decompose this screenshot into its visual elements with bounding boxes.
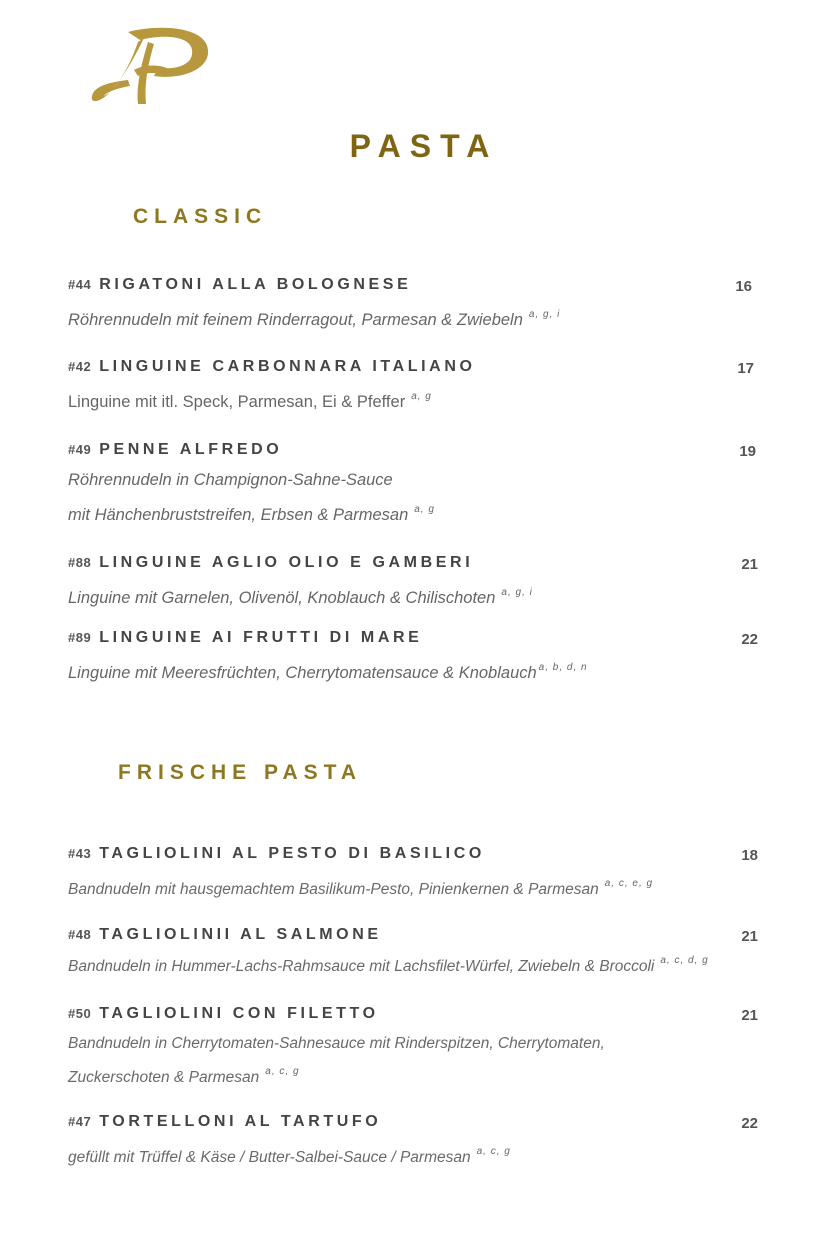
item-name: LINGUINE AI FRUTTI DI MARE — [99, 629, 423, 646]
item-description: Röhrennudeln mit feinem Rinderragout, Parmesan & Zwiebeln $^{a, g, i}$ — [68, 309, 561, 329]
allergen-codes: a, c, g — [476, 1146, 511, 1157]
item-number: #49 — [68, 442, 92, 457]
menu-item — [68, 629, 758, 688]
item-price: 19 — [739, 443, 756, 460]
item-name: TAGLIOLINI CON FILETTO — [99, 1005, 379, 1022]
allergen-codes: a, g — [414, 504, 435, 515]
allergen-codes: a, c, e, g — [604, 878, 654, 889]
item-price: 17 — [737, 360, 754, 377]
item-description: Linguine mit itl. Speck, Parmesan, Ei & Pfeffer $^{a, g}$ — [68, 391, 432, 411]
menu-item — [68, 1005, 758, 1093]
item-description: Bandnudeln in Hummer-Lachs-Rahmsauce mit Lachsfilet-Würfel, Zwiebeln & Broccoli $^{a, c, d, g}$ — [68, 955, 709, 975]
item-description: Linguine mit Meeresfrüchten, Cherrytomatensauce & Knoblauch $^{a, b, d, n}$ — [68, 662, 588, 682]
allergen-codes: a, c, g — [265, 1066, 300, 1077]
allergen-codes: a, g — [411, 391, 432, 402]
item-number: #47 — [68, 1114, 92, 1129]
item-description: Bandnudeln mit hausgemachtem Basilikum-Pesto, Pinienkernen & Parmesan $^{a, c, e, g}$ — [68, 878, 654, 898]
section-title-frische-pasta: FRISCHE PASTA — [118, 761, 363, 784]
restaurant-logo-icon — [88, 24, 212, 108]
item-name: TAGLIOLINI AL PESTO DI BASILICO — [99, 845, 485, 862]
section-title-classic: CLASSIC — [133, 205, 268, 228]
item-number: #42 — [68, 359, 92, 374]
item-name: LINGUINE AGLIO OLIO E GAMBERI — [99, 554, 474, 571]
item-price: 21 — [741, 1007, 758, 1024]
item-number: #48 — [68, 927, 92, 942]
item-name: LINGUINE CARBONNARA ITALIANO — [99, 358, 476, 375]
allergen-codes: a, c, d, g — [660, 955, 709, 966]
item-name: TAGLIOLINII AL SALMONE — [99, 926, 382, 943]
allergen-codes: a, b, d, n — [538, 662, 588, 673]
item-description: Linguine mit Garnelen, Olivenöl, Knoblauch & Chilischoten $^{a, g, i}$ — [68, 587, 533, 607]
item-name: RIGATONI ALLA BOLOGNESE — [99, 276, 412, 293]
item-price: 21 — [741, 556, 758, 573]
item-name: TORTELLONI AL TARTUFO — [99, 1113, 382, 1130]
item-description-line2: Zuckerschoten & Parmesan $^{a, c, g}$ — [68, 1066, 300, 1086]
menu-item — [68, 1113, 758, 1173]
allergen-codes: a, g, i — [528, 309, 561, 320]
item-number: #43 — [68, 846, 92, 861]
allergen-codes: a, g, i — [501, 587, 533, 598]
item-number: #88 — [68, 555, 92, 570]
menu-item — [68, 845, 758, 905]
item-price: 22 — [741, 1115, 758, 1132]
menu-item — [68, 358, 758, 417]
page-title: PASTA — [349, 128, 499, 164]
item-number: #44 — [68, 277, 92, 292]
menu-item — [68, 441, 758, 530]
item-price: 16 — [735, 278, 752, 295]
item-number: #89 — [68, 630, 92, 645]
item-description: Röhrennudeln in Champignon-Sahne-Sauce — [68, 471, 393, 489]
item-description: Bandnudeln in Cherrytomaten-Sahnesauce mit Rinderspitzen, Cherrytomaten, — [68, 1035, 605, 1052]
item-number: #50 — [68, 1006, 92, 1021]
item-price: 18 — [741, 847, 758, 864]
menu-item — [68, 276, 758, 335]
menu-item — [68, 926, 758, 978]
item-name: PENNE ALFREDO — [99, 441, 283, 458]
item-description: gefüllt mit Trüffel & Käse / Butter-Salbei-Sauce / Parmesan $^{a, c, g}$ — [68, 1146, 511, 1166]
item-description-line2: mit Hänchenbruststreifen, Erbsen & Parmesan $^{a, g}$ — [68, 504, 435, 524]
item-price: 22 — [741, 631, 758, 648]
item-price: 21 — [741, 928, 758, 945]
menu-item — [68, 554, 758, 613]
